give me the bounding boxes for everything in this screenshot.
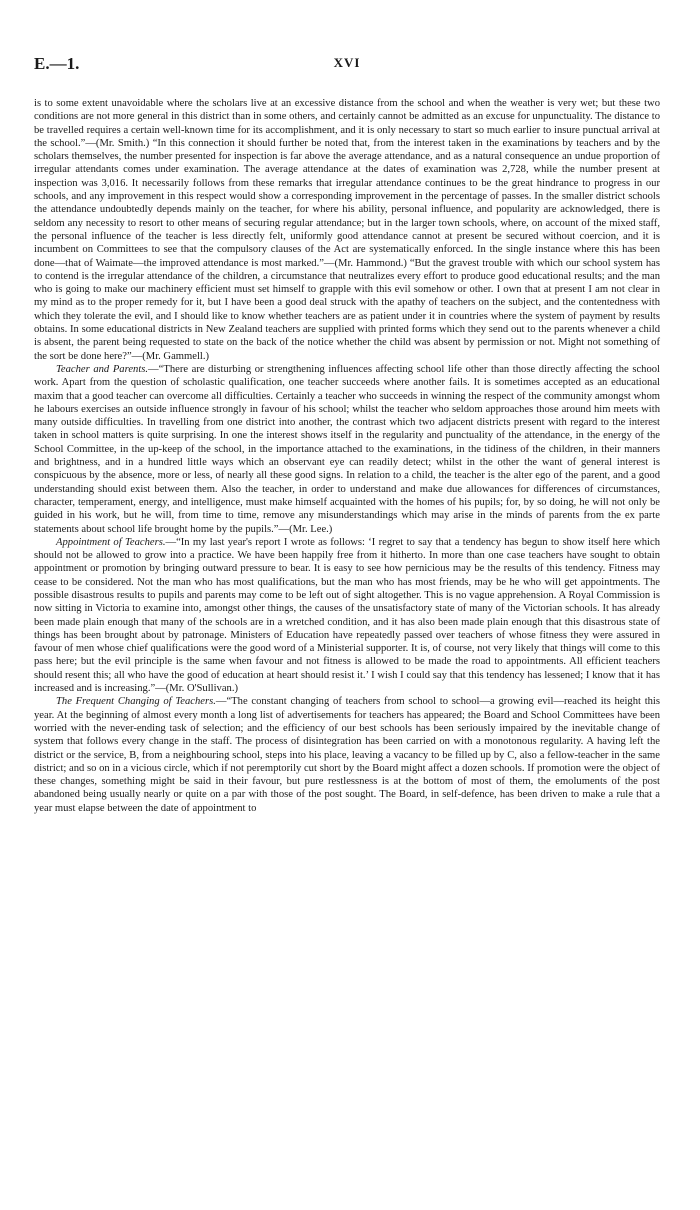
paragraph-text: —“In my last year's report I wrote as follows: ‘I regret to say that a tendency has begun to show itself here which should not be allowed to grow into a practice. We have been happily free from it hitherto. In more than one case teachers have sought to obtain appointment or promotion by bringing outward pressure to bear. It is easy to see how pernicious may be the results of this tendency. Fitness may cease to be considered. Not the man who has most qualifications, but the man who has most friends, may be he who will get appointments. The possible disastrous results to pupils and parents may come to be left out of sight altogether. This is no vague apprehension. A Royal Commission is now sitting in Victoria to examine into, amongst other things, the causes of the unsatisfactory state of many of the Victorian schools. It has already been made plain enough that many of the schools are in a wretched condition, and it has also been made plain enough that this disastrous state of things has been brought about by patronage. Ministers of Education have repeatedly passed over teachers of whose fitness they were assured in favour of men whose chief qualifications were the good word of a Ministerial supporter. It is, of course, not very likely that things will come to this pass here; but the evil principle is the same when favour and not fitness is allowed to be made the road to appointments. All efficient teachers should resent this; all who have the good of education at heart should resist it.’ I wish I could say that this tendency has lessened; I know that it has increased and is increasing.”—(Mr. O'Sullivan.) <box>34 536 660 695</box>
paragraph-text: is to some extent unavoidable where the scholars live at an excessive distance from the school and when the weather is very wet; but these two conditions are not more general in this district than in some others, and certainly cannot be admitted as an excuse for unpunctuality. The distance to be travelled requires a certain well-known time for its accomplishment, and it is only necessary to start so much earlier to insure punctual arrival at the school.”—(Mr. Smith.) “In this connection it should further be noted that, from the interest taken in the examinations by teachers and by the scholars themselves, the number presented for inspection is far above the average attendance, and as a natural consequence an undue proportion of irregular attendants comes under examination. The average attendance at the dates of examination was 2,728, while the number present at inspection was 3,016. It necessarily follows from these remarks that irregular attendance continues to be the great hindrance to progress in our schools, and any improvement in this respect would show a corresponding improvement in the percentage of passes. In the smaller district schools the attendance undoubtedly depends mainly on the teacher, for where his ability, personal influence, and popularity are acknowledged, there is seldom any necessity to resort to other means of securing regular attendance; but in the larger town schools, where, on account of the mixed staff, the personal influence of the teacher is less directly felt, uniformly good attendance cannot at present be secured without coercion, and it is incumbent on Committees to see that the compulsory clauses of the Act are systematically enforced. In the single instance where this has been done—that of Waimate—the improved attendance is most marked.”—(Mr. Hammond.) “But the gravest trouble with which our school system has to contend is the irregular attendance of the children, a circumstance that neutralizes every effort to produce good educational results; and the man who is going to make our machinery efficient must set himself to grapple with this evil somehow or other. I own that at present I am not clear in my mind as to the proper remedy for it, but I have been a good deal struck with the apathy of teachers on the subject, and the contentedness with which they tolerate the evil, and I should like to know whether teachers are as patient under it in countries where the system of payment by results obtains. In some educational districts in New Zealand teachers are supplied with printed forms which they send out to the parents whenever a child is absent, the parent being requested to state on the back of the notice whether the child was absent by permission or not. Might not something of the sort be done here?”—(Mr. Gammell.) <box>34 98 660 362</box>
page-number: XVI <box>333 55 361 70</box>
paragraph-heading: The Frequent Changing of Teachers. <box>56 696 216 708</box>
paragraph-heading: Teacher and Parents. <box>56 363 149 375</box>
paragraph <box>34 536 660 696</box>
page-header <box>34 54 660 76</box>
report-body <box>34 97 660 815</box>
paragraph <box>34 363 660 536</box>
paragraph <box>34 97 660 363</box>
paragraph <box>34 695 660 815</box>
paragraph-text: —“There are disturbing or strengthening influences affecting school life other than those directly affecting the school work. Apart from the question of scholastic qualification, one teacher succeeds where another fails. It is sometimes accepted as an educational maxim that a good teacher can overcome all difficulties. Certainly a teacher who succeeds in winning the respect of the community amongst whom he labours exercises an outside influence strongly in favour of his school; whilst the teacher who seldom approaches those around him meets with many outside difficulties. In travelling from one district into another, the contrast which two adjacent districts present with regard to the interest taken in school matters is quite surprising. In one the interest shows itself in the regularity and punctuality of the attendance, in the energy of the School Committee, in the up-keep of the school, in the importance attached to the examinations, in the tidiness of the children, in their manners and brightness, and in a hundred little ways which an observant eye can readily detect; whilst in the other the want of general interest is conspicuous by the absence, more or less, of nearly all these good signs. In relation to a child, the teacher is the alter ego of the parent, and a good understanding should exist between them. Also the teacher, in order to understand and make due allowances for differences of circumstances, character, temperament, energy, and intelligence, must make himself acquainted with the homes of his pupils; for, by so doing, he will not only be guided in his work, but he will, from time to time, remove any misunderstandings which may arise in the minds of parents from the ex parte statements about school life brought home by the pupils.”—(Mr. Lee.) <box>34 363 660 535</box>
paragraph-text: —“The constant changing of teachers from school to school—a growing evil—reached its height this year. At the beginning of almost every month a long list of advertisements for teachers has appeared; the Board and School Committees have been worried with the never-ending task of selection; and the efficiency of our best schools has been seriously impaired by the inevitable change of system that follows every change in the staff. The process of disintegration has been carried on with a monotonous regularity. A having left the district or the service, B, from a neighbouring school, steps into his place, leaving a vacancy to be filled up by C, also a fellow-teacher in the same district; and so on in a vicious circle, which if not peremptorily cut short by the Board might affect a dozen schools. If promotion were the object of these changes, something might be said in their favour, but pure restlessness is at the bottom of most of them, the emoluments of the post abandoned being usually nearly or quite on a par with those of the post sought. The Board, in self-defence, has been driven to make a rule that a year must elapse between the date of appointment to <box>34 696 661 814</box>
paragraph-heading: Appointment of Teachers. <box>56 536 166 548</box>
section-reference: E.—1. <box>34 54 80 73</box>
